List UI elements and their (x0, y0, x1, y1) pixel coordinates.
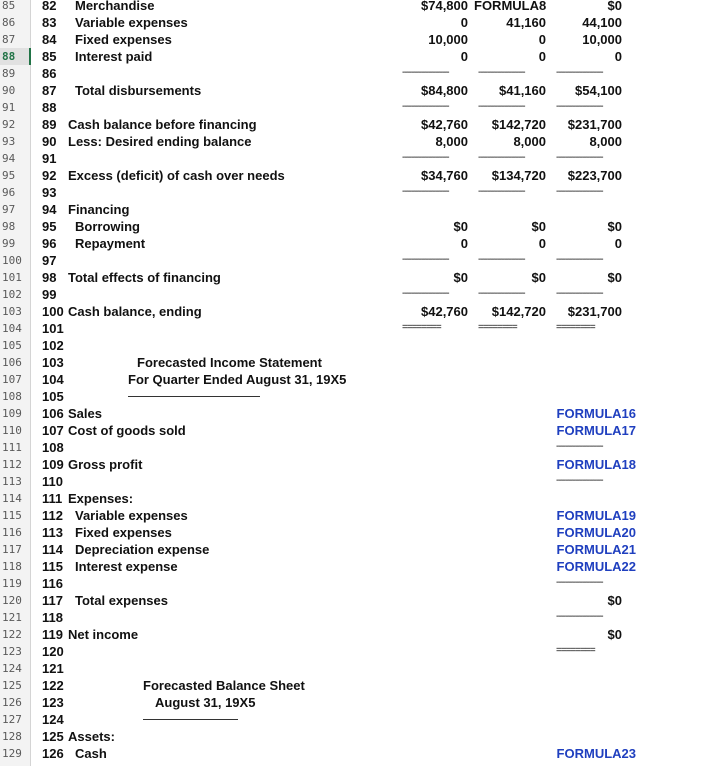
row-label-cell[interactable]: Borrowing (75, 219, 140, 234)
line-number-cell[interactable]: 95 (42, 219, 57, 234)
sheet-row[interactable] (0, 133, 708, 150)
row-number[interactable]: 128 (2, 730, 22, 743)
row-number[interactable]: 124 (2, 662, 22, 675)
row-number[interactable]: 90 (2, 84, 16, 97)
line-number-cell[interactable]: 122 (42, 678, 64, 693)
underline-rule: -------------------- (402, 254, 449, 265)
row-label-cell[interactable]: Fixed expenses (75, 32, 172, 47)
row-number[interactable]: 89 (2, 67, 16, 80)
row-number[interactable]: 92 (2, 118, 16, 131)
sheet-row[interactable] (0, 320, 708, 337)
value-cell-col3[interactable]: 8,000 (589, 134, 622, 149)
formula-cell[interactable]: FORMULA19 (556, 508, 636, 523)
line-number-cell[interactable]: 87 (42, 83, 57, 98)
row-label-cell[interactable]: Depreciation expense (75, 542, 210, 557)
sheet-row[interactable] (0, 371, 708, 388)
underline-rule: -------------------- (478, 254, 525, 265)
formula-cell[interactable]: FORMULA23 (556, 746, 636, 761)
value-cell-col1[interactable]: $84,800 (421, 83, 468, 98)
line-number-cell[interactable]: 120 (42, 644, 64, 659)
row-label-cell[interactable]: Interest expense (75, 559, 178, 574)
row-number[interactable]: 108 (2, 390, 22, 403)
line-number-cell[interactable]: 106 (42, 406, 64, 421)
row-number[interactable]: 118 (2, 560, 22, 573)
row-number[interactable]: 117 (2, 543, 22, 556)
underline-rule: -------------------- (556, 186, 603, 197)
value-cell-col1[interactable]: $0 (453, 219, 468, 234)
line-number-cell[interactable]: 123 (42, 695, 64, 710)
value-cell-col3[interactable]: $231,700 (567, 304, 622, 319)
underline-rule: -------------------- (478, 101, 525, 112)
row-number[interactable]: 114 (2, 492, 22, 505)
row-number[interactable]: 94 (2, 152, 16, 165)
row-number[interactable]: 87 (2, 33, 16, 46)
sheet-row[interactable] (0, 728, 708, 745)
row-number[interactable]: 101 (2, 271, 22, 284)
line-number-cell[interactable]: 98 (42, 270, 57, 285)
row-number[interactable]: 85 (2, 0, 16, 12)
sheet-row[interactable] (0, 524, 708, 541)
line-number-cell[interactable]: 97 (42, 253, 57, 268)
sheet-row[interactable] (0, 507, 708, 524)
value-cell-col3[interactable]: $0 (607, 593, 622, 608)
double-underline-rule: ======== (478, 322, 517, 333)
line-number-cell[interactable]: 116 (42, 576, 63, 591)
underline-rule: -------------------- (556, 577, 603, 588)
row-number[interactable]: 109 (2, 407, 22, 420)
formula-cell[interactable]: FORMULA18 (556, 457, 636, 472)
formula-cell[interactable]: FORMULA17 (556, 423, 636, 438)
sheet-row[interactable] (0, 65, 708, 82)
underline-rule: -------------------- (402, 186, 449, 197)
line-number-cell[interactable]: 83 (42, 15, 57, 30)
value-cell-col1[interactable]: $42,760 (421, 304, 468, 319)
value-cell-col1[interactable]: 0 (460, 236, 468, 251)
sheet-row[interactable] (0, 490, 708, 507)
underline-rule: -------------------- (556, 475, 603, 486)
sheet-row[interactable] (0, 337, 708, 354)
line-number-cell[interactable]: 114 (42, 542, 63, 557)
sheet-row[interactable] (0, 184, 708, 201)
sheet-row[interactable] (0, 116, 708, 133)
line-number-cell[interactable]: 117 (42, 593, 63, 608)
underline-rule: -------------------- (478, 152, 525, 163)
row-label-cell[interactable]: Financing (68, 202, 130, 217)
line-number-cell[interactable]: 126 (42, 746, 64, 761)
row-number[interactable]: 115 (2, 509, 22, 522)
row-label-cell[interactable]: Merchandise (75, 0, 155, 13)
underline-rule: -------------------- (556, 441, 603, 452)
value-cell-col1[interactable]: 10,000 (428, 32, 468, 47)
value-cell-col3[interactable]: 0 (614, 236, 622, 251)
sheet-row[interactable] (0, 269, 708, 286)
sheet-row[interactable] (0, 167, 708, 184)
underline-rule: -------------------- (556, 611, 603, 622)
sheet-row[interactable] (0, 541, 708, 558)
row-number[interactable]: 100 (2, 254, 22, 267)
row-label-cell[interactable]: Net income (68, 627, 139, 642)
value-cell-col2[interactable]: FORMULA8 (474, 0, 547, 13)
row-label-cell[interactable]: Expenses: (68, 491, 134, 506)
value-cell-col3[interactable]: 0 (614, 49, 622, 64)
row-number[interactable]: 110 (2, 424, 22, 437)
value-cell-col3[interactable]: $0 (607, 627, 622, 642)
sheet-row[interactable] (0, 252, 708, 269)
row-label-cell[interactable]: Total disbursements (75, 83, 202, 98)
row-label-cell[interactable]: Variable expenses (75, 508, 188, 523)
line-number-cell[interactable]: 113 (42, 525, 63, 540)
row-label-cell[interactable]: Total expenses (75, 593, 168, 608)
sheet-row[interactable] (0, 422, 708, 439)
line-number-cell[interactable]: 86 (42, 66, 57, 81)
value-cell-col3[interactable]: $54,100 (575, 83, 622, 98)
row-number[interactable]: 122 (2, 628, 22, 641)
row-label-cell[interactable]: Total effects of financing (68, 270, 221, 285)
sheet-row[interactable] (0, 388, 708, 405)
row-number[interactable]: 123 (2, 645, 22, 658)
line-number-cell[interactable]: 88 (42, 100, 57, 115)
underline-rule: -------------------- (556, 288, 603, 299)
line-number-cell[interactable]: 105 (42, 389, 64, 404)
line-number-cell[interactable]: 108 (42, 440, 64, 455)
line-number-cell[interactable]: 119 (42, 627, 63, 642)
line-number-cell[interactable]: 84 (42, 32, 57, 47)
section-title[interactable]: Forecasted Income Statement (137, 355, 322, 370)
line-number-cell[interactable]: 111 (42, 491, 63, 506)
formula-cell[interactable]: FORMULA21 (556, 542, 636, 557)
value-cell-col3[interactable]: 10,000 (582, 32, 622, 47)
line-number-cell[interactable]: 92 (42, 168, 57, 183)
row-number[interactable]: 93 (2, 135, 16, 148)
row-number[interactable]: 112 (2, 458, 22, 471)
row-number[interactable]: 113 (2, 475, 22, 488)
value-cell-col2[interactable]: $142,720 (491, 304, 546, 319)
line-number-cell[interactable]: 109 (42, 457, 64, 472)
value-cell-col1[interactable]: $0 (453, 270, 468, 285)
sheet-row[interactable] (0, 99, 708, 116)
row-number[interactable]: 103 (2, 305, 22, 318)
underline-rule: -------------------- (402, 288, 449, 299)
sheet-row[interactable] (0, 48, 708, 65)
row-label-cell[interactable]: Variable expenses (75, 15, 188, 30)
row-number[interactable]: 119 (2, 577, 22, 590)
row-number[interactable]: 104 (2, 322, 22, 335)
line-number-cell[interactable]: 91 (42, 151, 57, 166)
row-label-cell[interactable]: Cash balance, ending (68, 304, 202, 319)
section-title[interactable]: For Quarter Ended August 31, 19X5 (128, 372, 347, 387)
value-cell-col3[interactable]: 44,100 (582, 15, 622, 30)
sheet-row[interactable] (0, 31, 708, 48)
value-cell-col1[interactable]: $74,800 (421, 0, 468, 13)
row-number[interactable]: 96 (2, 186, 16, 199)
row-number[interactable]: 127 (2, 713, 22, 726)
row-number[interactable]: 88 (0, 48, 30, 65)
row-number[interactable]: 105 (2, 339, 22, 352)
sheet-row[interactable] (0, 150, 708, 167)
value-cell-col1[interactable]: 0 (460, 15, 468, 30)
row-label-cell[interactable]: Repayment (75, 236, 146, 251)
value-cell-col2[interactable]: 8,000 (513, 134, 546, 149)
line-number-cell[interactable]: 104 (42, 372, 64, 387)
sheet-row[interactable] (0, 592, 708, 609)
sheet-row[interactable] (0, 286, 708, 303)
sheet-row[interactable] (0, 745, 708, 762)
sheet-row[interactable] (0, 694, 708, 711)
value-cell-col3[interactable]: $0 (607, 270, 622, 285)
row-number[interactable]: 125 (2, 679, 22, 692)
underline-rule: -------------------- (402, 152, 449, 163)
sheet-row[interactable] (0, 575, 708, 592)
value-cell-col3[interactable]: $223,700 (567, 168, 622, 183)
section-title[interactable]: August 31, 19X5 (155, 695, 256, 710)
formula-cell[interactable]: FORMULA20 (556, 525, 636, 540)
sheet-row[interactable] (0, 677, 708, 694)
underline-rule: -------------------- (556, 101, 603, 112)
title-underline (143, 719, 238, 720)
line-number-cell[interactable]: 99 (42, 287, 57, 302)
row-label-cell[interactable]: Less: Desired ending balance (68, 134, 252, 149)
underline-rule: -------------------- (478, 186, 525, 197)
double-underline-rule: ======== (556, 645, 595, 656)
value-cell-col2[interactable]: 0 (538, 236, 546, 251)
underline-rule: -------------------- (556, 152, 603, 163)
value-cell-col2[interactable]: 0 (538, 32, 546, 47)
line-number-cell[interactable]: 115 (42, 559, 63, 574)
line-number-cell[interactable]: 107 (42, 423, 64, 438)
value-cell-col1[interactable]: $42,760 (421, 117, 468, 132)
sheet-row[interactable] (0, 711, 708, 728)
sheet-row[interactable] (0, 201, 708, 218)
row-label-cell[interactable]: Gross profit (68, 457, 143, 472)
sheet-row[interactable] (0, 82, 708, 99)
row-label-cell[interactable]: Sales (68, 406, 102, 421)
underline-rule: -------------------- (556, 254, 603, 265)
underline-rule: -------------------- (402, 67, 449, 78)
value-cell-col2[interactable]: $142,720 (491, 117, 546, 132)
row-number[interactable]: 116 (2, 526, 22, 539)
row-label-cell[interactable]: Fixed expenses (75, 525, 172, 540)
sheet-row[interactable] (0, 14, 708, 31)
row-number[interactable]: 86 (2, 16, 16, 29)
line-number-cell[interactable]: 118 (42, 610, 63, 625)
underline-rule: -------------------- (478, 67, 525, 78)
value-cell-col1[interactable]: 8,000 (435, 134, 468, 149)
section-title[interactable]: Forecasted Balance Sheet (143, 678, 305, 693)
underline-rule: -------------------- (478, 288, 525, 299)
row-number[interactable]: 111 (2, 441, 22, 454)
line-number-cell[interactable]: 96 (42, 236, 57, 251)
double-underline-rule: ======== (402, 322, 441, 333)
line-number-cell[interactable]: 101 (42, 321, 64, 336)
underline-rule: -------------------- (402, 101, 449, 112)
row-number[interactable]: 98 (2, 220, 16, 233)
row-number[interactable]: 95 (2, 169, 16, 182)
line-number-cell[interactable]: 89 (42, 117, 57, 132)
value-cell-col3[interactable]: $0 (607, 219, 622, 234)
row-number[interactable]: 126 (2, 696, 22, 709)
row-number[interactable]: 97 (2, 203, 16, 216)
line-number-cell[interactable]: 94 (42, 202, 57, 217)
line-number-cell[interactable]: 124 (42, 712, 64, 727)
row-label-cell[interactable]: Cash (75, 746, 107, 761)
row-label-cell[interactable]: Cash balance before financing (68, 117, 257, 132)
row-label-cell[interactable]: Interest paid (75, 49, 153, 64)
value-cell-col2[interactable]: 0 (538, 49, 546, 64)
line-number-cell[interactable]: 90 (42, 134, 57, 149)
row-number[interactable]: 102 (2, 288, 22, 301)
sheet-row[interactable] (0, 473, 708, 490)
sheet-row[interactable] (0, 456, 708, 473)
value-cell-col2[interactable]: 41,160 (506, 15, 546, 30)
line-number-cell[interactable]: 110 (42, 474, 63, 489)
sheet-row[interactable] (0, 405, 708, 422)
line-number-cell[interactable]: 93 (42, 185, 57, 200)
row-number[interactable]: 91 (2, 101, 16, 114)
row-label-cell[interactable]: Assets: (68, 729, 115, 744)
sheet-row[interactable] (0, 626, 708, 643)
value-cell-col1[interactable]: 0 (460, 49, 468, 64)
sheet-row[interactable] (0, 0, 708, 14)
row-number[interactable]: 107 (2, 373, 22, 386)
formula-cell[interactable]: FORMULA22 (556, 559, 636, 574)
row-number[interactable]: 106 (2, 356, 22, 369)
formula-cell[interactable]: FORMULA16 (556, 406, 636, 421)
title-underline (128, 396, 260, 397)
line-number-cell[interactable]: 82 (42, 0, 57, 13)
value-cell-col1[interactable]: $34,760 (421, 168, 468, 183)
row-number[interactable]: 120 (2, 594, 22, 607)
line-number-cell[interactable]: 100 (42, 304, 64, 319)
line-number-cell[interactable]: 103 (42, 355, 64, 370)
row-number[interactable]: 121 (2, 611, 22, 624)
value-cell-col2[interactable]: $134,720 (491, 168, 546, 183)
sheet-row[interactable] (0, 235, 708, 252)
sheet-row[interactable] (0, 303, 708, 320)
line-number-cell[interactable]: 125 (42, 729, 64, 744)
row-number[interactable]: 99 (2, 237, 16, 250)
value-cell-col2[interactable]: $0 (531, 270, 546, 285)
value-cell-col2[interactable]: $0 (531, 219, 546, 234)
row-number[interactable]: 129 (2, 747, 22, 760)
sheet-row[interactable] (0, 609, 708, 626)
value-cell-col2[interactable]: $41,160 (499, 83, 546, 98)
line-number-cell[interactable]: 85 (42, 49, 57, 64)
line-number-cell[interactable]: 112 (42, 508, 63, 523)
double-underline-rule: ======== (556, 322, 595, 333)
line-number-cell[interactable]: 102 (42, 338, 64, 353)
row-label-cell[interactable]: Cost of goods sold (68, 423, 186, 438)
sheet-row[interactable] (0, 439, 708, 456)
value-cell-col3[interactable]: $0 (607, 0, 622, 13)
value-cell-col3[interactable]: $231,700 (567, 117, 622, 132)
sheet-row[interactable] (0, 660, 708, 677)
line-number-cell[interactable]: 121 (42, 661, 64, 676)
sheet-row[interactable] (0, 558, 708, 575)
sheet-row[interactable] (0, 218, 708, 235)
sheet-row[interactable] (0, 354, 708, 371)
sheet-row[interactable] (0, 643, 708, 660)
row-label-cell[interactable]: Excess (deficit) of cash over needs (68, 168, 285, 183)
underline-rule: -------------------- (556, 67, 603, 78)
